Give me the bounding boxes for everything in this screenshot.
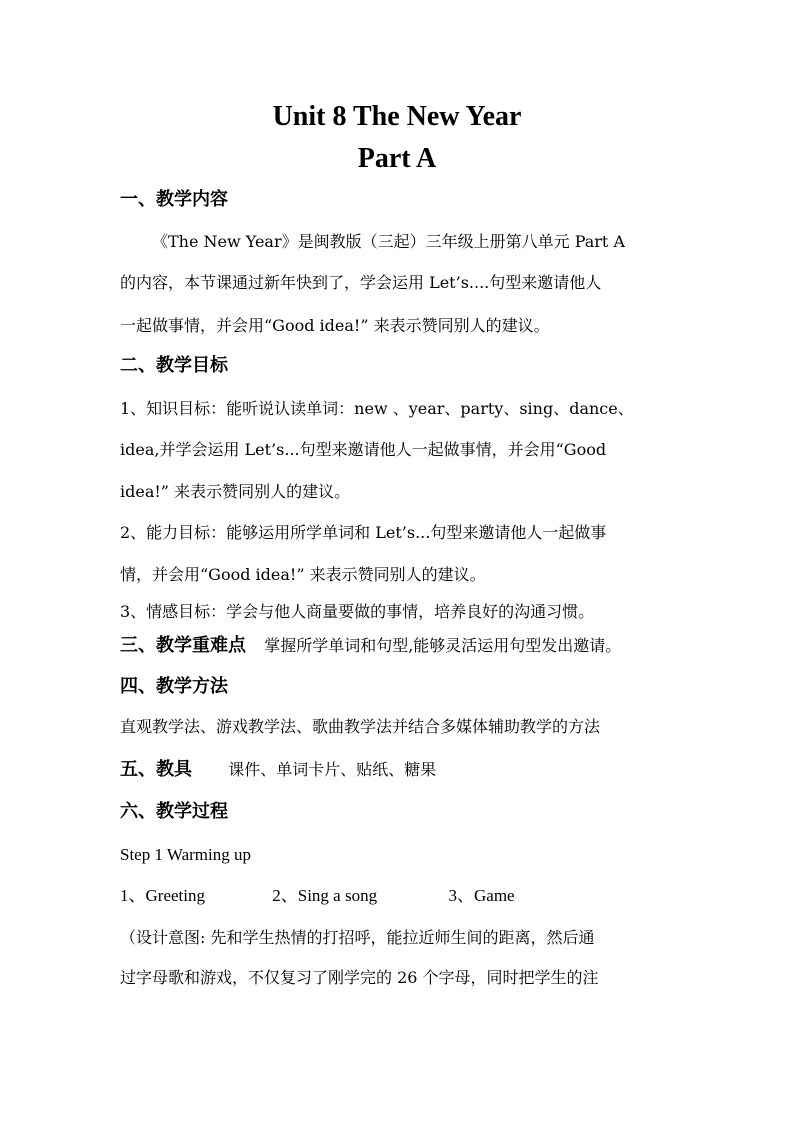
document-title: Unit 8 The New Year [272, 101, 522, 132]
step-1-title: Step 1 Warming up [120, 845, 252, 864]
section-heading-teaching-aids: 五、教具 [120, 759, 192, 780]
objective-line-5: 情，并会用“Good idea!” 来表示赞同别人的建议。 [120, 565, 486, 584]
section-heading-methods: 四、教学方法 [120, 676, 228, 697]
design-intent-line-2: 过字母歌和游戏，不仅复习了刚学完的 26 个字母，同时把学生的注 [120, 968, 599, 987]
objective-line-4: 2、能力目标：能够运用所学单词和 Let’s...句型来邀请他人一起做事 [120, 523, 607, 542]
section-heading-objectives: 二、教学目标 [120, 355, 228, 376]
teaching-aids-text: 课件、单词卡片、贴纸、糖果 [228, 760, 437, 779]
content-line-2: 的内容，本节课通过新年快到了，学会运用 Let’s....句型来邀请他人 [120, 273, 602, 292]
objective-line-6: 3、情感目标：学会与他人商量要做的事情，培养良好的沟通习惯。 [120, 602, 595, 621]
document-subtitle: Part A [357, 143, 437, 174]
content-line-3: 一起做事情，并会用“Good idea!” 来表示赞同别人的建议。 [120, 316, 550, 335]
objective-line-1: 1、知识目标：能听说认读单词：new 、year、party、sing、dance、 [120, 399, 634, 418]
design-intent-line-1: （设计意图: 先和学生热情的打招呼，能拉近师生间的距离，然后通 [120, 928, 595, 947]
section-heading-content: 一、教学内容 [120, 189, 228, 210]
key-points-text: 掌握所学单词和句型,能够灵活运用句型发出邀请。 [264, 636, 622, 655]
step-1-items [120, 886, 676, 906]
step-item-song: 2、Sing a song [272, 886, 378, 905]
teaching-aids-row [120, 760, 676, 780]
methods-text: 直观教学法、游戏教学法、歌曲教学法并结合多媒体辅助教学的方法 [120, 717, 601, 736]
content-line-1: 《The New Year》是闽教版（三起）三年级上册第八单元 Part A [152, 232, 626, 251]
section-heading-key-points: 三、教学重难点 [120, 635, 246, 656]
key-points-row [120, 636, 676, 656]
objective-line-3: idea!” 来表示赞同别人的建议。 [120, 482, 351, 501]
step-item-game: 3、Game [448, 886, 515, 905]
step-item-greeting: 1、Greeting [120, 886, 205, 905]
section-heading-process: 六、教学过程 [120, 801, 228, 822]
objective-line-2: idea,并学会运用 Let’s...句型来邀请他人一起做事情，并会用“Good [120, 440, 607, 459]
